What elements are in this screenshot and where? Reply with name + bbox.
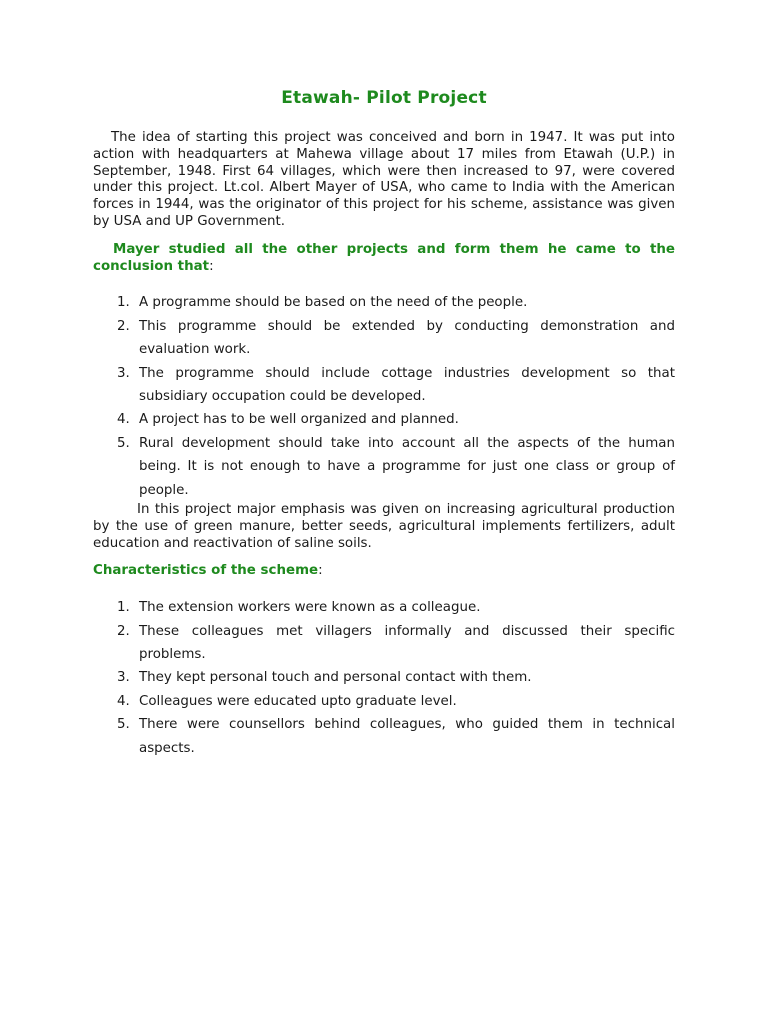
list-item [93,620,675,667]
list-item-number: 4. [117,412,130,428]
list-item-number: 2. [117,318,130,334]
characteristics-heading-colon: : [318,563,323,579]
conclusion-heading [93,242,675,276]
list-item-number: 5. [117,435,130,451]
emphasis-paragraph: In this project major emphasis was given on increasing agricultural production by the use of green manure, better seeds, agricultural implements fertilizers, adult education and reactivation of saline soils. [93,502,675,551]
list-item [93,362,675,409]
list-item [93,315,675,362]
page-title: Etawah- Pilot Project [281,88,487,108]
list-item-text: Rural development should take into account all the aspects of the human being. It is not enough to have a programme for just one class or group of people. [139,435,675,498]
list-item-text: The programme should include cottage industries development so that subsidiary occupation could be developed. [139,365,675,404]
document-page [93,84,675,760]
list-item [93,432,675,502]
conclusion-heading-colon: : [209,258,214,274]
list-item-number: 1. [117,600,130,616]
list-item-text: There were counsellors behind colleagues, who guided them in technical aspects. [139,717,675,756]
list-item-number: 5. [117,717,130,733]
list-item-number: 3. [117,670,130,686]
list-item-text: A programme should be based on the need of the people. [139,295,528,311]
characteristics-list [93,596,675,760]
list-item-number: 3. [117,365,130,381]
list-item-text: This programme should be extended by conducting demonstration and evaluation work. [139,318,675,358]
list-item [93,408,675,431]
characteristics-heading-text: Characteristics of the scheme [93,563,319,579]
list-item-text: Colleagues were educated upto graduate level. [139,693,457,709]
list-item-number: 1. [117,295,130,311]
list-item-number: 2. [117,623,130,639]
list-item-text: The extension workers were known as a colleague. [139,600,481,616]
list-item [93,291,675,314]
list-item [93,666,675,689]
list-item-text: They kept personal touch and personal contact with them. [139,670,532,686]
list-item-text: A project has to be well organized and planned. [139,412,459,428]
conclusion-heading-text: Mayer studied all the other projects and form them he came to the conclusion that [93,241,675,274]
list-item [93,596,675,619]
list-item [93,690,675,713]
characteristics-heading [93,563,675,580]
intro-paragraph: The idea of starting this project was conceived and born in 1947. It was put into action with headquarters at Mahewa village about 17 miles from Etawah (U.P.) in September, 1948. First 64 villages, which were then increased to 97, were covered under this project. Lt.col. Albert Mayer of USA, who came to India with the American forces in 1944, was the originator of this project for his scheme, assistance was given by USA and UP Government. [93,130,675,229]
conclusions-list [93,291,675,502]
list-item [93,713,675,760]
list-item-number: 4. [117,693,130,709]
list-item-text: These colleagues met villagers informally and discussed their specific problems. [139,623,675,663]
